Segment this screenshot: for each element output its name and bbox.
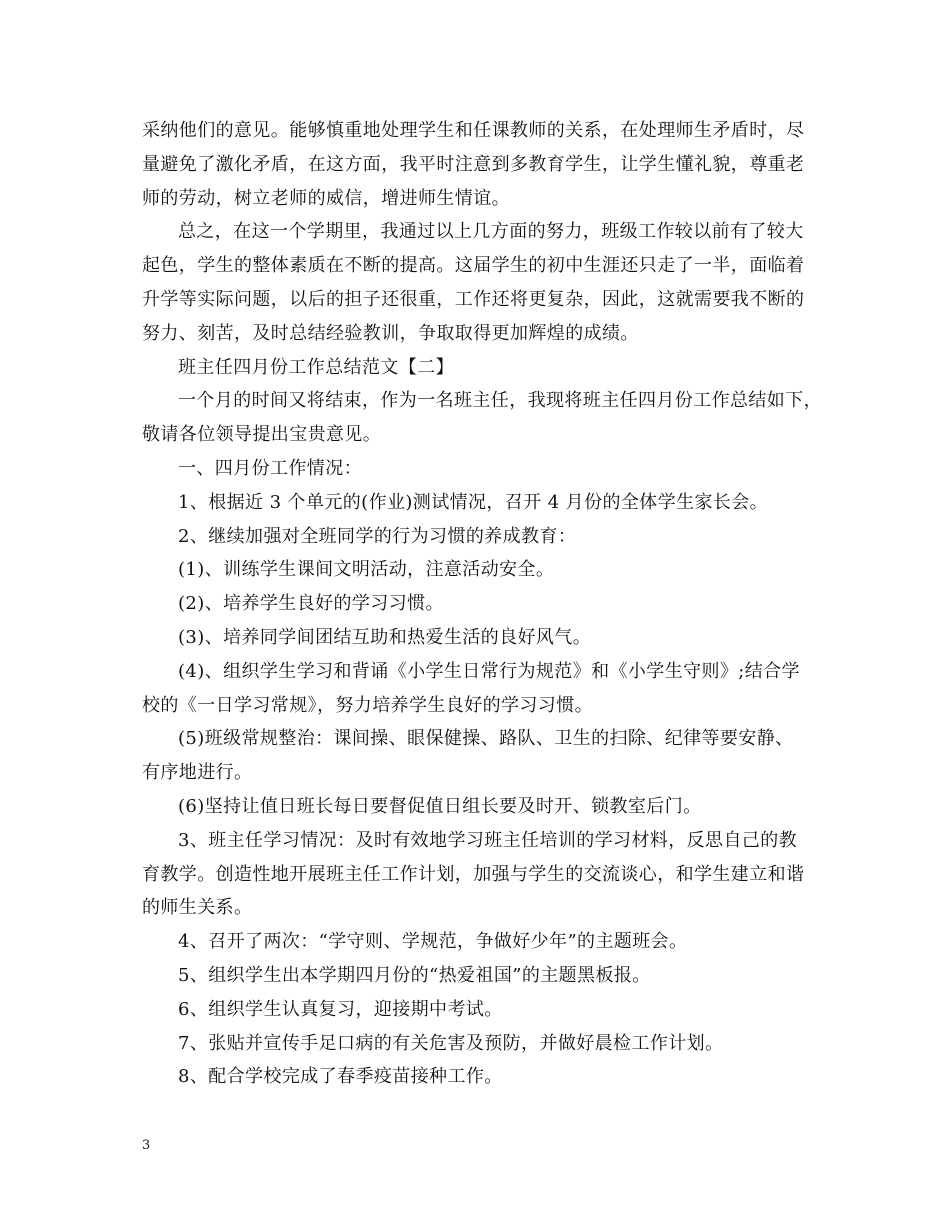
list-item-8: 8、配合学校完成了春季疫苗接种工作。 [178, 1066, 503, 1088]
list-item-4: 4、召开了两次：“学守则、学规范，争做好少年”的主题班会。 [178, 931, 688, 953]
list-item-3-cont-1: 育教学。创造性地开展班主任工作计划，加强与学生的交流谈心，和学生建立和谐 [142, 863, 805, 885]
list-item-3: 3、班主任学习情况：及时有效地学习班主任培训的学习材料，反思自己的教 [178, 829, 798, 851]
sub-item-1: (1)、训练学生课间文明活动，注意活动安全。 [178, 559, 555, 581]
sub-item-5-cont: 有序地进行。 [142, 762, 253, 784]
text-line-1: 采纳他们的意见。能够慎重地处理学生和任课教师的关系，在处理师生矛盾时，尽 [142, 120, 805, 141]
sub-item-6: (6)坚持让值日班长每日要督促值日组长要及时开、锁教室后门。 [178, 795, 702, 817]
page-number: 3 [142, 1138, 151, 1153]
list-item-5: 5、组织学生出本学期四月份的“热爱祖国”的主题黑板报。 [178, 964, 651, 986]
list-item-3-cont-2: 的师生关系。 [142, 897, 253, 919]
list-item-1: 1、根据近 3 个单元的(作业)测试情况，召开 4 月份的全体学生家长会。 [178, 491, 769, 513]
sub-item-4-cont: 校的《一日学习常规》，努力培养学生良好的学习习惯。 [142, 694, 593, 716]
text-line-7: 努力、刻苦，及时总结经验教训，争取取得更加辉煌的成绩。 [142, 322, 639, 344]
sub-item-3: (3)、培养同学间团结互助和热爱生活的良好风气。 [178, 626, 592, 648]
text-line-2: 量避免了激化矛盾，在这方面，我平时注意到多教育学生，让学生懂礼貌，尊重老 [142, 153, 805, 175]
text-line-4: 总之，在这一个学期里，我通过以上几方面的努力，班级工作较以前有了较大 [178, 221, 804, 243]
subsection-heading: 一、四月份工作情况： [178, 457, 362, 479]
sub-item-2: (2)、培养学生良好的学习习惯。 [178, 593, 444, 615]
text-line-5: 起色，学生的整体素质在不断的提高。这届学生的初中生涯还只走了一半，面临着 [142, 255, 805, 277]
list-item-2: 2、继续加强对全班同学的行为习惯的养成教育： [178, 525, 577, 547]
list-item-7: 7、张贴并宣传手足口病的有关危害及预防，并做好晨检工作计划。 [178, 1032, 724, 1054]
section-heading: 班主任四月份工作总结范文【二】 [178, 356, 454, 378]
text-line-10: 敬请各位领导提出宝贵意见。 [142, 424, 382, 446]
document-body [142, 114, 822, 1094]
sub-item-4: (4)、组织学生学习和背诵《小学生日常行为规范》和《小学生守则》;结合学 [178, 660, 800, 682]
sub-item-5: (5)班级常规整治：课间操、眼保健操、路队、卫生的扫除、纪律等要安静、 [178, 728, 794, 750]
list-item-6: 6、组织学生认真复习，迎接期中考试。 [178, 998, 503, 1020]
text-line-9: 一个月的时间又将结束，作为一名班主任，我现将班主任四月份工作总结如下， [178, 390, 822, 412]
text-line-3: 师的劳动，树立老师的威信，增进师生情谊。 [142, 187, 510, 209]
text-line-6: 升学等实际问题，以后的担子还很重，工作还将更复杂，因此，这就需要我不断的 [142, 288, 805, 310]
